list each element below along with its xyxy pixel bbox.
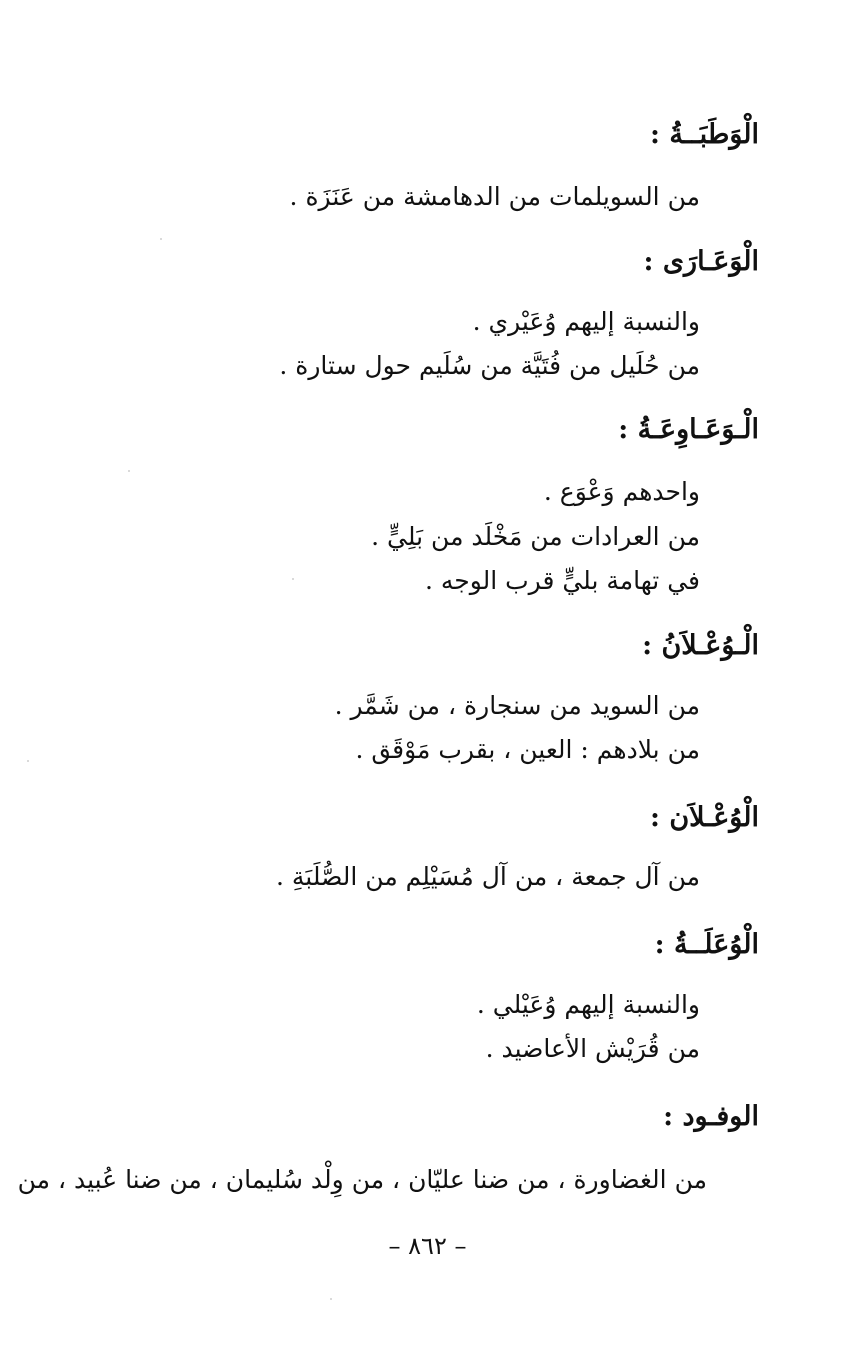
page-number: – ٨٦٢ – [388,1232,467,1260]
entry-text-line: في تهامة بليٍّ قرب الوجه . [424,566,700,595]
entry-text-line: واحدهم وَعْوَع . [543,477,700,506]
scan-speck [128,470,130,472]
entry-heading: الْوَطَبَــةُ : [650,119,759,150]
entry-text-line: من قُرَيْش الأعاضيد . [485,1034,700,1063]
entry-text-line: من العرادات من مَخْلَد من بَلِيٍّ . [371,522,700,551]
entry-text-line: من السويلمات من الدهامشة من عَنَزَة . [289,182,700,211]
scan-speck [292,578,294,580]
scan-speck [330,1298,332,1300]
scan-speck [27,760,29,762]
entry-text-line: من الغضاورة ، من ضنا عليّان ، من وِلْد سُليمان ، من ضنا عُبيد ، من [17,1165,707,1194]
entry-heading: الْوَعَـارَى : [643,246,759,277]
entry-heading: الوفـود : [663,1101,759,1132]
entry-heading: الْوُعَلَــةُ : [654,929,759,960]
entry-text-line: من بلادهم : العين ، بقرب مَوْقَق . [355,735,700,764]
entry-text-line: من آل جمعة ، من آل مُسَيْلِم من الصُّلَبَةِ . [275,862,700,891]
entry-heading: الْـوَعَـاوِعَـةُ : [618,414,759,445]
entry-text-line: والنسبة إليهم وُعَيْري . [472,307,700,336]
entry-text-line: من السويد من سنجارة ، من شَمَّر . [334,691,700,720]
entry-heading: الْـوُعْـلاَنُ : [642,630,759,661]
scan-speck [160,238,162,240]
entry-text-line: من حُلَيل من فُتَيَّة من سُلَيم حول ستارة . [279,351,700,380]
entry-heading: الْوُعْـلاَن : [649,802,759,833]
entry-text-line: والنسبة إليهم وُعَيْلي . [476,990,700,1019]
